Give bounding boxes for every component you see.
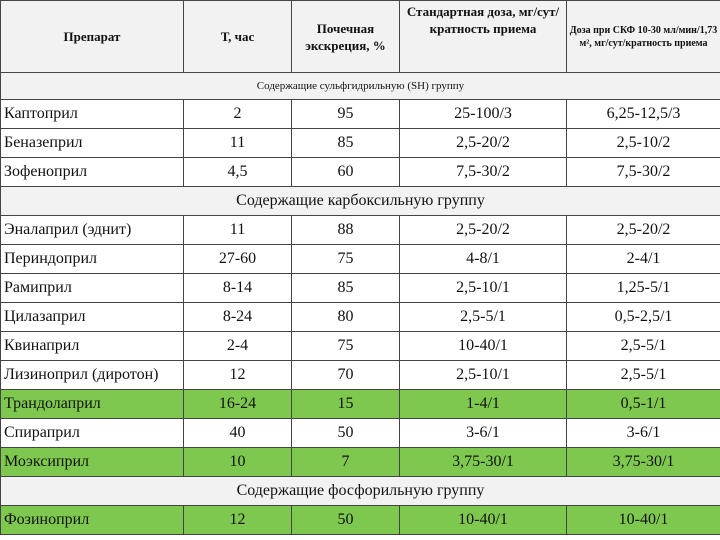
table-row bbox=[1, 506, 720, 535]
half-life-cell: 11 bbox=[184, 129, 292, 158]
skf-dose-cell: 3-6/1 bbox=[567, 419, 720, 448]
table-row bbox=[1, 419, 720, 448]
half-life-cell: 27-60 bbox=[184, 245, 292, 274]
skf-dose-cell: 10-40/1 bbox=[567, 506, 720, 535]
header-half-life: Т, час bbox=[184, 1, 292, 73]
skf-dose-cell: 2,5-5/1 bbox=[567, 332, 720, 361]
standard-dose-cell: 2,5-10/1 bbox=[400, 274, 567, 303]
half-life-cell: 2 bbox=[184, 100, 292, 129]
table-row bbox=[1, 100, 720, 129]
standard-dose-cell: 2,5-20/2 bbox=[400, 216, 567, 245]
table-row bbox=[1, 303, 720, 332]
standard-dose-cell: 4-8/1 bbox=[400, 245, 567, 274]
drug-name-cell: Эналаприл (эднит) bbox=[1, 216, 184, 245]
standard-dose-cell: 3,75-30/1 bbox=[400, 448, 567, 477]
half-life-cell: 12 bbox=[184, 506, 292, 535]
drug-name-cell: Лизиноприл (диротон) bbox=[1, 361, 184, 390]
table-row bbox=[1, 129, 720, 158]
drug-name-cell: Трандолаприл bbox=[1, 390, 184, 419]
standard-dose-cell: 2,5-20/2 bbox=[400, 129, 567, 158]
renal-excretion-cell: 80 bbox=[292, 303, 400, 332]
drug-name-cell: Квинаприл bbox=[1, 332, 184, 361]
table-row bbox=[1, 332, 720, 361]
renal-excretion-cell: 75 bbox=[292, 245, 400, 274]
header-renal-excretion: Почечная экскреция, % bbox=[292, 1, 400, 73]
drug-name-cell: Беназеприл bbox=[1, 129, 184, 158]
group-header-row bbox=[1, 73, 720, 100]
standard-dose-cell: 1-4/1 bbox=[400, 390, 567, 419]
renal-excretion-cell: 75 bbox=[292, 332, 400, 361]
half-life-cell: 16-24 bbox=[184, 390, 292, 419]
standard-dose-cell: 10-40/1 bbox=[400, 506, 567, 535]
standard-dose-cell: 3-6/1 bbox=[400, 419, 567, 448]
skf-dose-cell: 2,5-10/2 bbox=[567, 129, 720, 158]
table-row bbox=[1, 216, 720, 245]
skf-dose-cell: 1,25-5/1 bbox=[567, 274, 720, 303]
drug-name-cell: Периндоприл bbox=[1, 245, 184, 274]
table-row bbox=[1, 274, 720, 303]
group-title: Содержащие карбоксильную группу bbox=[1, 187, 720, 216]
standard-dose-cell: 2,5-10/1 bbox=[400, 361, 567, 390]
half-life-cell: 8-14 bbox=[184, 274, 292, 303]
table-row bbox=[1, 390, 720, 419]
skf-dose-cell: 7,5-30/2 bbox=[567, 158, 720, 187]
drug-name-cell: Моэксиприл bbox=[1, 448, 184, 477]
renal-excretion-cell: 15 bbox=[292, 390, 400, 419]
header-standard-dose: Стандартная доза, мг/сут/кратность приема bbox=[400, 1, 567, 73]
drug-name-cell: Зофеноприл bbox=[1, 158, 184, 187]
drug-name-cell: Каптоприл bbox=[1, 100, 184, 129]
skf-dose-cell: 2-4/1 bbox=[567, 245, 720, 274]
table-row bbox=[1, 361, 720, 390]
skf-dose-cell: 0,5-2,5/1 bbox=[567, 303, 720, 332]
group-header-row bbox=[1, 477, 720, 506]
group-title: Содержащие фосфорильную группу bbox=[1, 477, 720, 506]
standard-dose-cell: 10-40/1 bbox=[400, 332, 567, 361]
group-title: Содержащие сульфгидрильную (SH) группу bbox=[1, 73, 720, 100]
renal-excretion-cell: 85 bbox=[292, 129, 400, 158]
standard-dose-cell: 25-100/3 bbox=[400, 100, 567, 129]
skf-dose-cell: 2,5-5/1 bbox=[567, 361, 720, 390]
skf-dose-cell: 2,5-20/2 bbox=[567, 216, 720, 245]
drug-name-cell: Спираприл bbox=[1, 419, 184, 448]
table-row bbox=[1, 158, 720, 187]
renal-excretion-cell: 50 bbox=[292, 506, 400, 535]
drug-name-cell: Фозиноприл bbox=[1, 506, 184, 535]
renal-excretion-cell: 60 bbox=[292, 158, 400, 187]
half-life-cell: 8-24 bbox=[184, 303, 292, 332]
header-drug: Препарат bbox=[1, 1, 184, 73]
renal-excretion-cell: 7 bbox=[292, 448, 400, 477]
half-life-cell: 10 bbox=[184, 448, 292, 477]
renal-excretion-cell: 95 bbox=[292, 100, 400, 129]
skf-dose-cell: 3,75-30/1 bbox=[567, 448, 720, 477]
drug-name-cell: Рамиприл bbox=[1, 274, 184, 303]
half-life-cell: 12 bbox=[184, 361, 292, 390]
group-header-row bbox=[1, 187, 720, 216]
standard-dose-cell: 2,5-5/1 bbox=[400, 303, 567, 332]
table-row bbox=[1, 245, 720, 274]
renal-excretion-cell: 85 bbox=[292, 274, 400, 303]
renal-excretion-cell: 50 bbox=[292, 419, 400, 448]
header-row bbox=[1, 1, 720, 73]
half-life-cell: 40 bbox=[184, 419, 292, 448]
standard-dose-cell: 7,5-30/2 bbox=[400, 158, 567, 187]
table-row bbox=[1, 448, 720, 477]
half-life-cell: 11 bbox=[184, 216, 292, 245]
table-body bbox=[1, 73, 720, 535]
header-skf-dose: Доза при СКФ 10-30 мл/мин/1,73 м², мг/сут/кратность приема bbox=[567, 1, 720, 73]
half-life-cell: 4,5 bbox=[184, 158, 292, 187]
drug-name-cell: Цилазаприл bbox=[1, 303, 184, 332]
renal-excretion-cell: 70 bbox=[292, 361, 400, 390]
skf-dose-cell: 0,5-1/1 bbox=[567, 390, 720, 419]
skf-dose-cell: 6,25-12,5/3 bbox=[567, 100, 720, 129]
half-life-cell: 2-4 bbox=[184, 332, 292, 361]
renal-excretion-cell: 88 bbox=[292, 216, 400, 245]
